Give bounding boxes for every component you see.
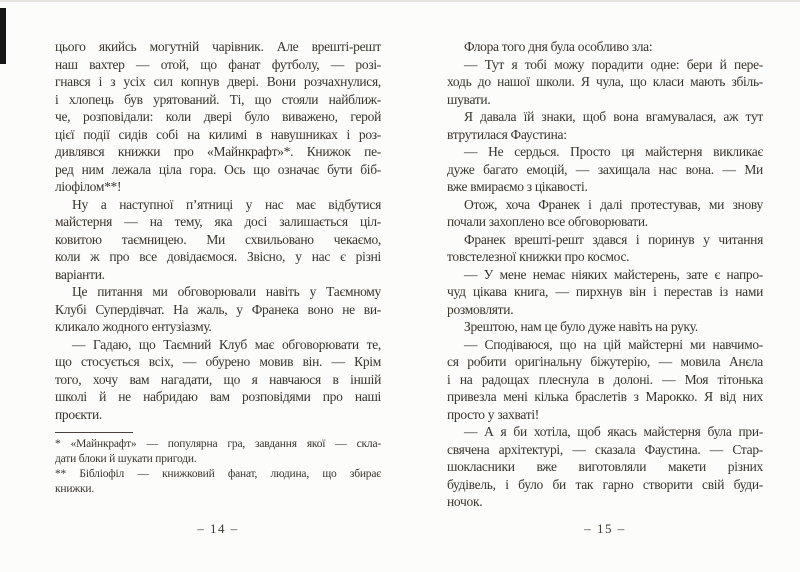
- text-line: че, розповідали: коли двері було виважено, герой: [55, 109, 381, 124]
- footnote-divider: [55, 432, 133, 433]
- text-line: майстерня — на тему, яка досі залишається ціл-: [55, 214, 381, 229]
- text-line: наш вахтер — отой, що фанат футболу, — розі-: [55, 56, 381, 72]
- text-line: ліофілом**!: [55, 179, 122, 194]
- text-line: шокласники вже виготовляли макети різних: [447, 459, 763, 474]
- text-line: проєкти.: [55, 406, 102, 422]
- text-line: шувати.: [447, 91, 491, 107]
- text-line: товстелезної книжки про космос.: [447, 249, 630, 264]
- text-line: варіанти.: [55, 266, 105, 282]
- footnote-line: * «Майнкрафт» — популярна гра, завдання якої — скла-: [55, 438, 381, 450]
- text-line: свячена архітектурі, — сказала Фаустина. — Стар-: [447, 441, 763, 457]
- page-number-right: – 15 –: [584, 521, 626, 536]
- text-line: Зрештою, нам це було дуже навіть на руку.: [464, 319, 698, 334]
- text-line: будівель, і було би так гарно створити свій буди-: [447, 476, 763, 492]
- text-line: Клубі Супердівчат. На жаль, у Франека воно не ви-: [55, 301, 381, 317]
- text-line: втрутилася Фаустина:: [447, 126, 567, 142]
- page-number-left: – 14 –: [197, 521, 239, 536]
- text-line: того, хочу вам нагадати, що я навчаюся в іншій: [55, 371, 381, 387]
- text-line: Отож, хоча Франек і далі протестував, ми знову: [464, 196, 763, 212]
- text-line: — Сподіваюся, що на цій майстерні ми навчимо-: [464, 336, 763, 352]
- text-line: Ну а наступної п’ятниці у нас має відбутися: [72, 196, 381, 212]
- text-line: ковитою таємницею. Ми схвильовано чекаємо,: [55, 231, 381, 247]
- footnote-line: книжки.: [55, 483, 95, 495]
- text-line: чуд цікава книга, — пирхнув він і перестав із нами: [447, 284, 763, 299]
- text-line: і на радощах плеснула в долоні. — Моя тітонька: [447, 371, 763, 387]
- text-line: кликало жодного ентузіазму.: [55, 319, 212, 334]
- page-left-footnotes: [55, 437, 381, 497]
- text-line: школі й не набридаю вам розповідями про наші: [55, 389, 381, 404]
- text-line: Це питання ми обговорювали навіть у Таємному: [72, 284, 381, 299]
- text-line: розмовляти.: [447, 301, 514, 317]
- text-line: ся робити оригінальну біжутерію, — мовила Анєла: [447, 354, 763, 369]
- text-line: і хлопець був урятований. Ті, що стояли найближ-: [55, 91, 381, 107]
- text-line: дуже багато емоцій, — захищала нас вона. — Ми: [447, 161, 763, 177]
- text-line: цієї події сидів собі на килимі в навушниках і роз-: [55, 126, 381, 142]
- text-line: Флора того дня була особливо зла:: [464, 39, 653, 54]
- text-line: цього якийсь могутній чарівник. Але врешті-решт: [55, 39, 381, 54]
- text-line: — А я би хотіла, щоб якась майстерня була при-: [464, 424, 763, 439]
- text-line: ходь до нашої школи. Я чула, що класи мають збіль-: [447, 74, 763, 89]
- text-line: вже вмираємо з цікавості.: [447, 179, 588, 194]
- footnote-line: ** Бібліофіл — книжковий фанат, людина, що збирає: [55, 468, 381, 480]
- scan-top-edge: [0, 0, 800, 2]
- text-line: Я давала їй знаки, щоб вона вгамувалася, аж тут: [464, 109, 763, 124]
- page-right-body: [447, 38, 763, 511]
- text-line: що стосується всіх, — обурено мовив він. — Крім: [55, 354, 381, 369]
- text-line: ночок.: [447, 494, 483, 509]
- text-line: — У мене немає ніяких майстерень, зате є напро-: [464, 266, 763, 282]
- footnote-line: дати блоки й шукати пригоди.: [55, 453, 197, 465]
- text-line: — Не сердься. Просто ця майстерня викликає: [464, 144, 763, 159]
- text-line: привезла мені кілька браслетів з Марокко. Я від них: [447, 389, 763, 404]
- page-left-body: [55, 38, 381, 423]
- text-line: — Гадаю, що Таємний Клуб має обговорювати те,: [72, 336, 381, 352]
- text-line: коли ж про все довідаємося. Звісно, у нас є різні: [55, 249, 381, 264]
- scan-artifact-mark: [0, 8, 6, 64]
- text-line: — Тут я тобі можу порадити одне: бери й пере-: [464, 56, 763, 72]
- text-line: почали захоплено все обговорювати.: [447, 214, 648, 229]
- page-right: [447, 38, 763, 572]
- text-line: дивлявся книжки про «Майнкрафт»*. Книжок пе-: [55, 144, 381, 159]
- text-line: гнався і з усіх сил копнув двері. Вони розчахнулися,: [55, 74, 381, 89]
- text-line: ред ним лежала ціла гора. Ось що означає бути біб-: [55, 161, 381, 177]
- text-line: Франек врешті-решт здався і поринув у читання: [464, 231, 763, 247]
- text-line: просто у захваті!: [447, 406, 539, 422]
- page-left: [55, 38, 381, 572]
